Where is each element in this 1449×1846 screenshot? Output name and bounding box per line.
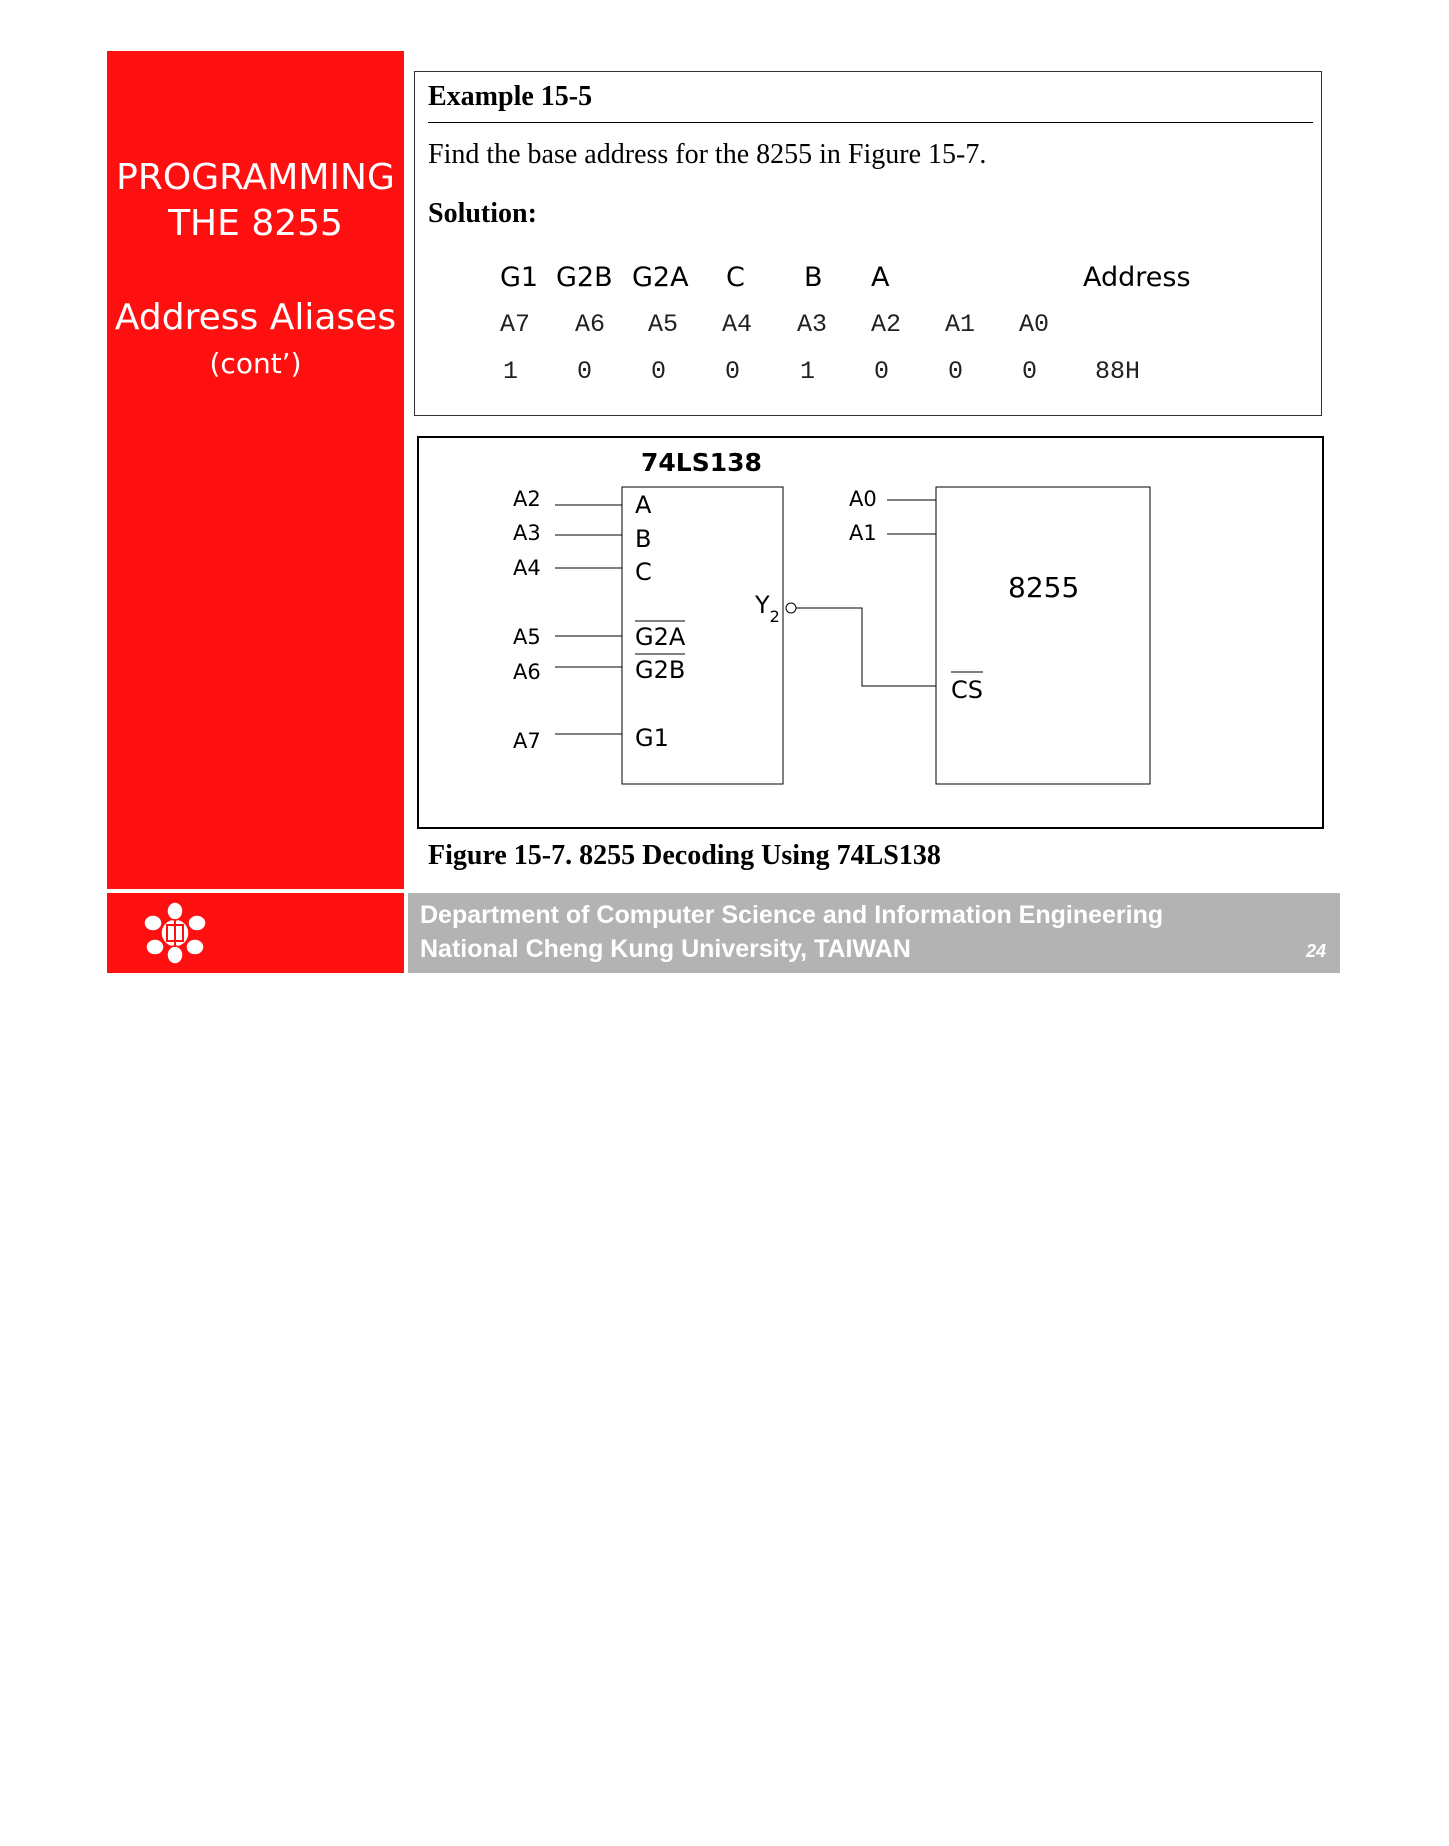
pin-label-b: B (635, 525, 652, 553)
chip-input-a0: A0 (849, 487, 877, 511)
address-line: A0 (1019, 310, 1050, 339)
address-line: A5 (648, 310, 679, 339)
hanel-logo-text: HANEL (362, 1815, 442, 1845)
figure-caption: Figure 15-7. 8255 Decoding Using 74LS138 (428, 840, 941, 871)
address-line: A4 (722, 310, 753, 339)
address-bit: 0 (948, 357, 964, 386)
slide-title-line2: THE 8255 (168, 203, 343, 244)
header-b: B (804, 262, 823, 293)
solution-label: Solution: (428, 198, 537, 229)
pin-label-g2b: G2B (635, 656, 686, 684)
example-divider (428, 122, 1313, 123)
address-value: 88H (1095, 357, 1141, 386)
example-box (414, 71, 1322, 416)
ppi-chip (936, 487, 1150, 784)
example-title: Example 15-5 (428, 81, 593, 112)
header-g2a: G2A (632, 262, 689, 293)
address-bit: 0 (577, 357, 593, 386)
university-seal-icon (140, 901, 210, 965)
address-line: A7 (500, 310, 531, 339)
figure-box (417, 436, 1324, 829)
pin-label-g2a: G2A (635, 623, 686, 651)
header-g1: G1 (500, 262, 539, 293)
pin-label-c: C (635, 558, 652, 586)
footer-university: National Cheng Kung University, TAIWAN (420, 935, 911, 963)
slide-subtitle-cont: (cont’) (209, 347, 302, 380)
address-bit: 0 (874, 357, 890, 386)
input-label-a6: A6 (513, 660, 541, 684)
input-label-a7: A7 (513, 729, 541, 753)
footer-bar (408, 893, 1340, 973)
output-subscript: 2 (769, 607, 780, 626)
address-line: A2 (871, 310, 902, 339)
header-g2b: G2B (556, 262, 613, 293)
address-bit: 1 (503, 357, 519, 386)
output-bubble (786, 603, 796, 613)
input-label-a2: A2 (513, 487, 541, 511)
input-label-a5: A5 (513, 625, 541, 649)
address-bit: 0 (1022, 357, 1038, 386)
header-a: A (871, 262, 890, 293)
input-label-a4: A4 (513, 556, 541, 580)
address-bit: 0 (651, 357, 667, 386)
slide-title-line1: PROGRAMMING (116, 157, 395, 198)
header-c: C (726, 262, 745, 293)
wire-y2-to-cs (796, 608, 936, 686)
input-label-a3: A3 (513, 521, 541, 545)
output-y: Y (755, 591, 770, 619)
address-bit: 0 (725, 357, 741, 386)
pin-label-g1: G1 (635, 724, 669, 752)
address-line: A6 (575, 310, 606, 339)
slide-subtitle: Address Aliases (114, 297, 397, 338)
page-number: 24 (1305, 941, 1326, 961)
footer-department: Department of Computer Science and Information Engineering (420, 901, 1164, 929)
example-question: Find the base address for the 8255 in Figure 15-7. (428, 139, 987, 170)
title-panel (107, 51, 404, 889)
chip-input-a1: A1 (849, 521, 877, 545)
address-line: A3 (797, 310, 828, 339)
chip-select-label: CS (951, 676, 983, 704)
chip-label-8255: 8255 (1008, 571, 1080, 604)
logo-area (107, 893, 442, 1845)
decoding-diagram (419, 438, 1322, 827)
address-bit: 1 (800, 357, 816, 386)
pin-label-a: A (635, 491, 652, 519)
address-line: A1 (945, 310, 976, 339)
decoder-title: 74LS138 (641, 448, 762, 477)
header-address: Address (1083, 262, 1191, 293)
